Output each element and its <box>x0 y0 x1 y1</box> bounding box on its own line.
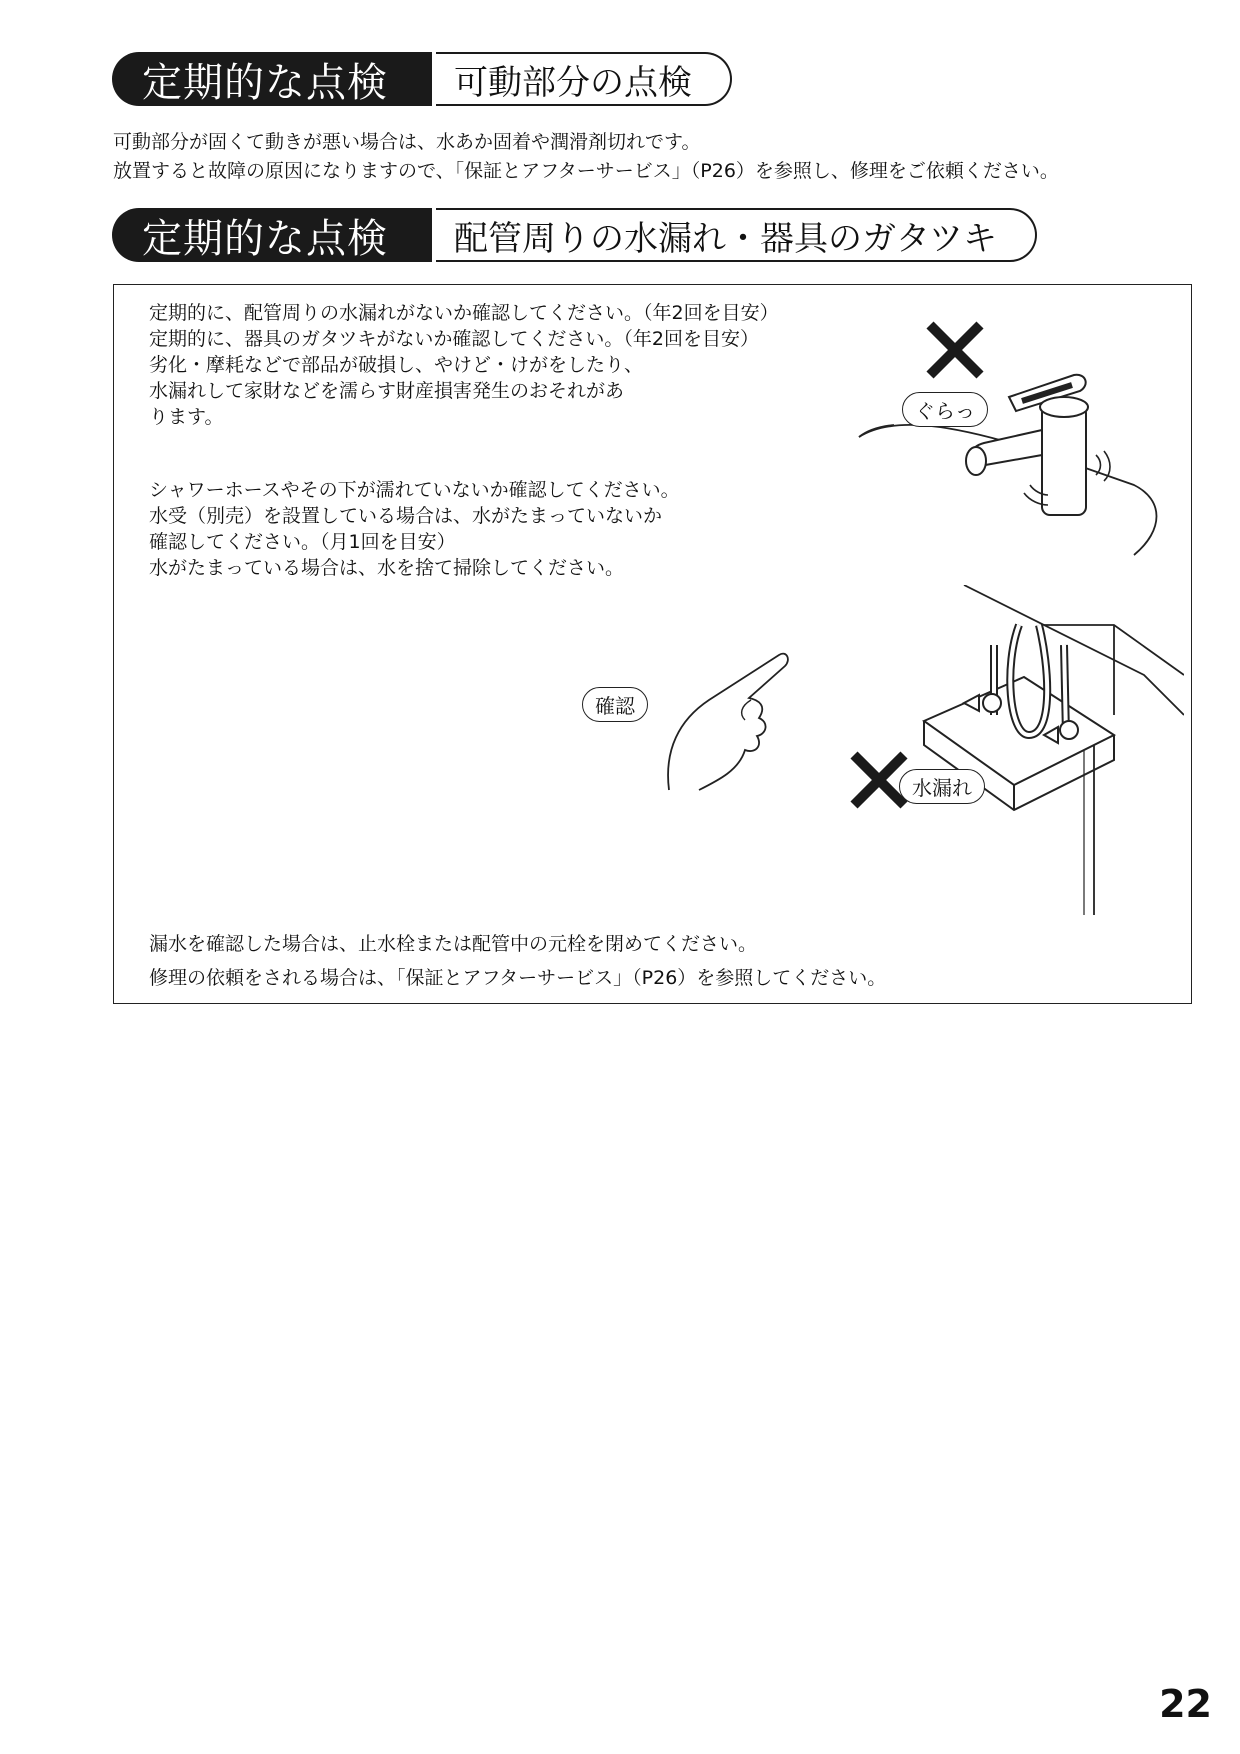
box-line: 確認してください。（月1回を目安） <box>149 531 456 553</box>
box-line: シャワーホースやその下が濡れていないか確認してください。 <box>149 479 680 501</box>
box-line: 水受（別売）を設置している場合は、水がたまっていないか <box>149 505 663 527</box>
page-number: 22 <box>1159 1682 1212 1726</box>
under-sink-illustration <box>814 585 1184 915</box>
inspection-box <box>113 284 1192 1004</box>
box-line: 定期的に、器具のガタツキがないか確認してください。（年2回を目安） <box>149 328 760 350</box>
box-block2 <box>149 477 680 581</box>
pointing-hand-icon <box>659 650 799 795</box>
faucet-illustration <box>834 315 1184 565</box>
section1-line: 可動部分が固くて動きが悪い場合は、水あか固着や潤滑剤切れです。 <box>113 131 701 153</box>
callout-wobble: ぐらっ <box>902 392 988 427</box>
section1-title: 可動部分の点検 <box>436 52 732 106</box>
box-line: 劣化・摩耗などで部品が破損し、やけど・けがをしたり、 <box>149 354 644 376</box>
section1-heading <box>112 52 732 106</box>
box-line: 修理の依頼をされる場合は、「保証とアフターサービス」（P26）を参照してください。 <box>149 967 887 989</box>
box-line: 漏水を確認した場合は、止水栓または配管中の元栓を閉めてください。 <box>149 933 758 955</box>
box-line: 水漏れして家財などを濡らす財産損害発生のおそれがあ <box>149 380 625 402</box>
cross-icon <box>854 755 904 805</box>
section1-tag: 定期的な点検 <box>112 52 432 106</box>
box-line: 定期的に、配管周りの水漏れがないか確認してください。（年2回を目安） <box>149 302 779 324</box>
section1-body <box>113 128 1059 186</box>
callout-check: 確認 <box>582 687 648 722</box>
section1-line: 放置すると故障の原因になりますので、「保証とアフターサービス」（P26）を参照し、修理をご依頼ください。 <box>113 160 1059 182</box>
box-block1 <box>149 300 779 430</box>
box-line: ります。 <box>149 406 224 428</box>
section2-title: 配管周りの水漏れ・器具のガタツキ <box>436 208 1037 262</box>
section2-heading <box>112 208 1037 262</box>
box-block3 <box>149 927 886 995</box>
callout-leak: 水漏れ <box>899 769 985 804</box>
section2-tag: 定期的な点検 <box>112 208 432 262</box>
cross-icon <box>930 325 980 375</box>
box-line: 水がたまっている場合は、水を捨て掃除してください。 <box>149 557 625 579</box>
